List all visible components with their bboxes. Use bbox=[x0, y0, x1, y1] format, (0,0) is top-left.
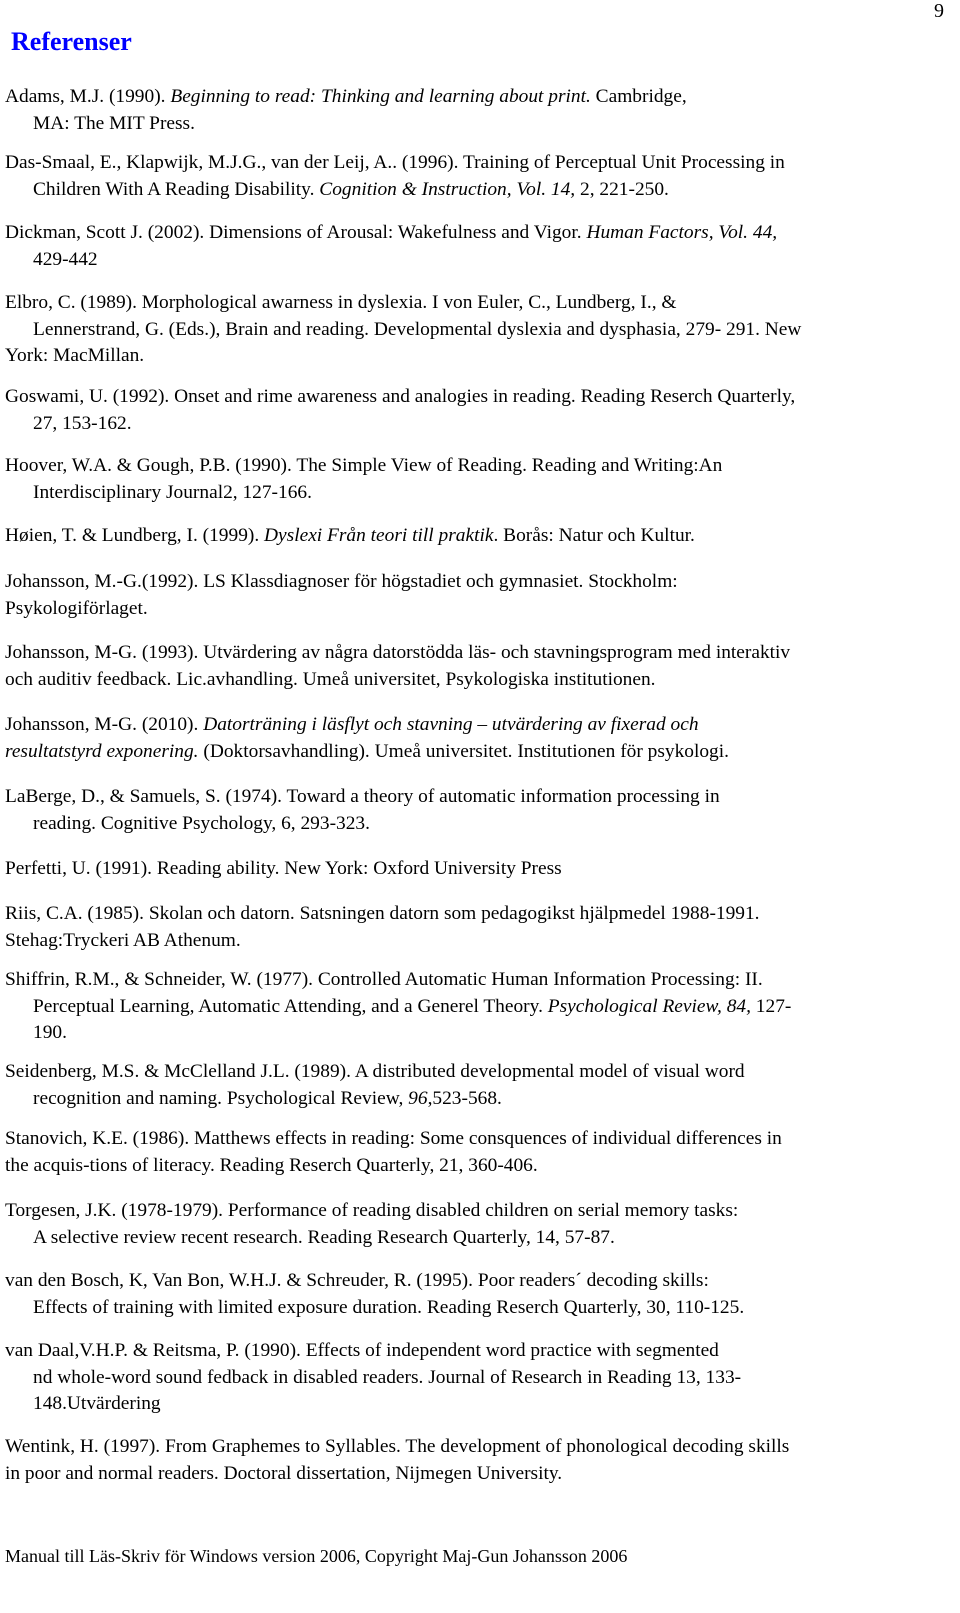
reference-van-daal-1990 bbox=[5, 1338, 933, 1418]
reference-line bbox=[5, 1225, 933, 1252]
reference-das-smaal-1996 bbox=[5, 150, 933, 203]
reference-text: Perceptual Learning, Automatic Attending, and a Generel Theory. bbox=[33, 995, 548, 1017]
reference-line bbox=[5, 784, 933, 811]
reference-line bbox=[5, 1086, 933, 1113]
reference-line bbox=[5, 1126, 933, 1153]
page-footer: Manual till Läs-Skriv för Windows version 2006, Copyright Maj-Gun Johansson 2006 bbox=[5, 1546, 628, 1566]
reference-text: 127- bbox=[750, 995, 792, 1017]
reference-line bbox=[5, 1391, 933, 1418]
reference-text: Wentink, H. (1997). From Graphemes to Syllables. The development of phonological decoding skills bbox=[5, 1436, 790, 1457]
reference-text: the acquis-tions of literacy. Reading Reserch Quarterly, 21, 360-406. bbox=[5, 1154, 538, 1176]
italic-text: Human Factors, Vol. 44, bbox=[586, 222, 778, 243]
reference-line bbox=[5, 84, 933, 111]
italic-text: Psychological Review, 84, bbox=[547, 995, 751, 1017]
reference-text: och auditiv feedback. Lic.avhandling. Umeå universitet, Psykologiska institutionen. bbox=[5, 668, 656, 690]
reference-line bbox=[5, 712, 933, 739]
reference-line bbox=[5, 1461, 933, 1488]
reference-text: . Borås: Natur och Kultur. bbox=[493, 525, 695, 546]
reference-line bbox=[5, 1434, 933, 1461]
reference-text: Cambridge, bbox=[590, 86, 687, 107]
reference-text: Johansson, M-G. (2010). bbox=[5, 714, 204, 735]
reference-line bbox=[5, 343, 933, 370]
reference-line bbox=[5, 384, 933, 411]
reference-text: Seidenberg, M.S. & McClelland J.L. (1989). A distributed developmental model of visual word bbox=[5, 1061, 745, 1082]
reference-line bbox=[5, 1338, 933, 1365]
reference-line bbox=[5, 111, 933, 138]
reference-line bbox=[5, 1198, 933, 1225]
italic-text: Beginning to read: Thinking and learning about print. bbox=[170, 86, 591, 107]
reference-line bbox=[5, 994, 933, 1021]
reference-line bbox=[5, 1153, 933, 1180]
reference-line bbox=[5, 1365, 933, 1392]
reference-text: Perfetti, U. (1991). Reading ability. New York: Oxford University Press bbox=[5, 858, 562, 879]
page-title: Referenser bbox=[11, 27, 132, 56]
reference-line bbox=[5, 928, 933, 955]
reference-line bbox=[5, 901, 933, 928]
italic-text: resultatstyrd exponering. bbox=[5, 740, 199, 762]
reference-line bbox=[5, 856, 933, 883]
reference-text: Johansson, M.-G.(1992). LS Klassdiagnoser för högstadiet och gymnasiet. Stockholm: bbox=[5, 571, 678, 592]
reference-text: recognition and naming. Psychological Review, bbox=[33, 1087, 409, 1109]
reference-line bbox=[5, 1268, 933, 1295]
reference-text: ,523-568. bbox=[427, 1087, 502, 1109]
reference-text: A selective review recent research. Reading Research Quarterly, 14, 57-87. bbox=[33, 1226, 615, 1248]
reference-text: reading. Cognitive Psychology, 6, 293-323. bbox=[33, 812, 370, 834]
reference-text: 148.Utvärdering bbox=[33, 1393, 161, 1414]
reference-line bbox=[5, 569, 933, 596]
reference-line bbox=[5, 480, 933, 507]
reference-line bbox=[5, 247, 933, 274]
reference-wentink-1997 bbox=[5, 1434, 933, 1487]
reference-text: Riis, C.A. (1985). Skolan och datorn. Satsningen datorn som pedagogikst hjälpmedel 1988-1991. bbox=[5, 903, 760, 924]
italic-text: Dyslexi Från teori till praktik bbox=[264, 525, 494, 546]
reference-line bbox=[5, 317, 933, 344]
reference-text: Adams, M.J. (1990). bbox=[5, 86, 171, 107]
reference-van-den-bosch-1995 bbox=[5, 1268, 933, 1321]
reference-text: Children With A Reading Disability. bbox=[33, 178, 320, 200]
reference-laberge-1974 bbox=[5, 784, 933, 837]
reference-line bbox=[5, 1059, 933, 1086]
reference-dickman-2002 bbox=[5, 220, 933, 273]
reference-goswami-1992 bbox=[5, 384, 933, 437]
reference-line bbox=[5, 739, 933, 766]
reference-elbro-1989 bbox=[5, 290, 933, 370]
reference-line bbox=[5, 1295, 933, 1322]
reference-line bbox=[5, 640, 933, 667]
reference-text: MA: The MIT Press. bbox=[33, 112, 195, 134]
reference-seidenberg-1989 bbox=[5, 1059, 933, 1112]
reference-line bbox=[5, 667, 933, 694]
reference-text: Das-Smaal, E., Klapwijk, M.J.G., van der Leij, A.. (1996). Training of Perceptual Unit Processing in bbox=[5, 152, 785, 173]
reference-text: LaBerge, D., & Samuels, S. (1974). Toward a theory of automatic information processing in bbox=[5, 786, 720, 807]
reference-text: 2, 221-250. bbox=[575, 178, 669, 200]
reference-perfetti-1991 bbox=[5, 856, 933, 883]
reference-text: Stehag:Tryckeri AB Athenum. bbox=[5, 929, 241, 951]
reference-text: York: MacMillan. bbox=[5, 345, 145, 366]
reference-text: in poor and normal readers. Doctoral dissertation, Nijmegen University. bbox=[5, 1462, 563, 1484]
reference-line bbox=[5, 596, 933, 623]
reference-text: Dickman, Scott J. (2002). Dimensions of Arousal: Wakefulness and Vigor. bbox=[5, 222, 587, 243]
reference-text: 27, 153-162. bbox=[33, 412, 132, 434]
reference-text: Lennerstrand, G. (Eds.), Brain and reading. Developmental dyslexia and dysphasia, 279- 291. New bbox=[33, 318, 802, 340]
reference-text: Psykologiförlaget. bbox=[5, 597, 148, 619]
reference-line bbox=[5, 290, 933, 317]
reference-johansson-2010 bbox=[5, 712, 933, 765]
reference-line bbox=[5, 177, 933, 204]
reference-line bbox=[5, 1020, 933, 1047]
reference-text: Stanovich, K.E. (1986). Matthews effects in reading: Some consquences of individual differences in bbox=[5, 1128, 782, 1149]
reference-line bbox=[5, 967, 933, 994]
reference-text: Torgesen, J.K. (1978-1979). Performance of reading disabled children on serial memory tasks: bbox=[5, 1200, 739, 1221]
reference-text: van den Bosch, K, Van Bon, W.H.J. & Schreuder, R. (1995). Poor readers´ decoding skills: bbox=[5, 1270, 709, 1291]
italic-text: 96 bbox=[408, 1087, 428, 1109]
reference-text: Hoover, W.A. & Gough, P.B. (1990). The Simple View of Reading. Reading and Writing:An bbox=[5, 455, 723, 476]
reference-text: Goswami, U. (1992). Onset and rime awareness and analogies in reading. Reading Reserch Quarterly, bbox=[5, 386, 796, 407]
reference-stanovich-1986 bbox=[5, 1126, 933, 1179]
italic-text: Cognition & Instruction, Vol. 14, bbox=[319, 178, 576, 200]
reference-text: Effects of training with limited exposure duration. Reading Reserch Quarterly, 30, 110-125. bbox=[33, 1296, 745, 1318]
reference-text: van Daal,V.H.P. & Reitsma, P. (1990). Effects of independent word practice with segmented bbox=[5, 1340, 719, 1361]
reference-torgesen-1978 bbox=[5, 1198, 933, 1251]
reference-line bbox=[5, 150, 933, 177]
reference-adams-1990 bbox=[5, 84, 933, 137]
reference-line bbox=[5, 453, 933, 480]
reference-text: 190. bbox=[33, 1022, 67, 1043]
reference-hoien-1999 bbox=[5, 523, 933, 550]
reference-line bbox=[5, 220, 933, 247]
reference-riis-1985 bbox=[5, 901, 933, 954]
reference-text: nd whole-word sound fedback in disabled readers. Journal of Research in Reading 13, 133- bbox=[33, 1366, 742, 1388]
reference-shiffrin-1977 bbox=[5, 967, 933, 1047]
reference-text: Johansson, M-G. (1993). Utvärdering av några datorstödda läs- och stavningsprogram med interaktiv bbox=[5, 642, 791, 663]
reference-text: Høien, T. & Lundberg, I. (1999). bbox=[5, 525, 265, 546]
reference-text: Interdisciplinary Journal2, 127-166. bbox=[33, 481, 312, 503]
italic-text: Datorträning i läsflyt och stavning – utvärdering av fixerad och bbox=[203, 714, 699, 735]
reference-text: 429-442 bbox=[33, 248, 98, 270]
page-number: 9 bbox=[934, 0, 944, 22]
reference-text: Elbro, C. (1989). Morphological awarness in dyslexia. I von Euler, C., Lundberg, I., & bbox=[5, 292, 677, 313]
reference-text: Shiffrin, R.M., & Schneider, W. (1977). Controlled Automatic Human Information Processing: II. bbox=[5, 969, 763, 990]
reference-johansson-1993 bbox=[5, 640, 933, 693]
reference-line bbox=[5, 811, 933, 838]
reference-text: (Doktorsavhandling). Umeå universitet. Institutionen för psykologi. bbox=[198, 740, 729, 762]
reference-hoover-1990 bbox=[5, 453, 933, 506]
reference-line bbox=[5, 523, 933, 550]
reference-line bbox=[5, 411, 933, 438]
reference-johansson-1992 bbox=[5, 569, 933, 622]
